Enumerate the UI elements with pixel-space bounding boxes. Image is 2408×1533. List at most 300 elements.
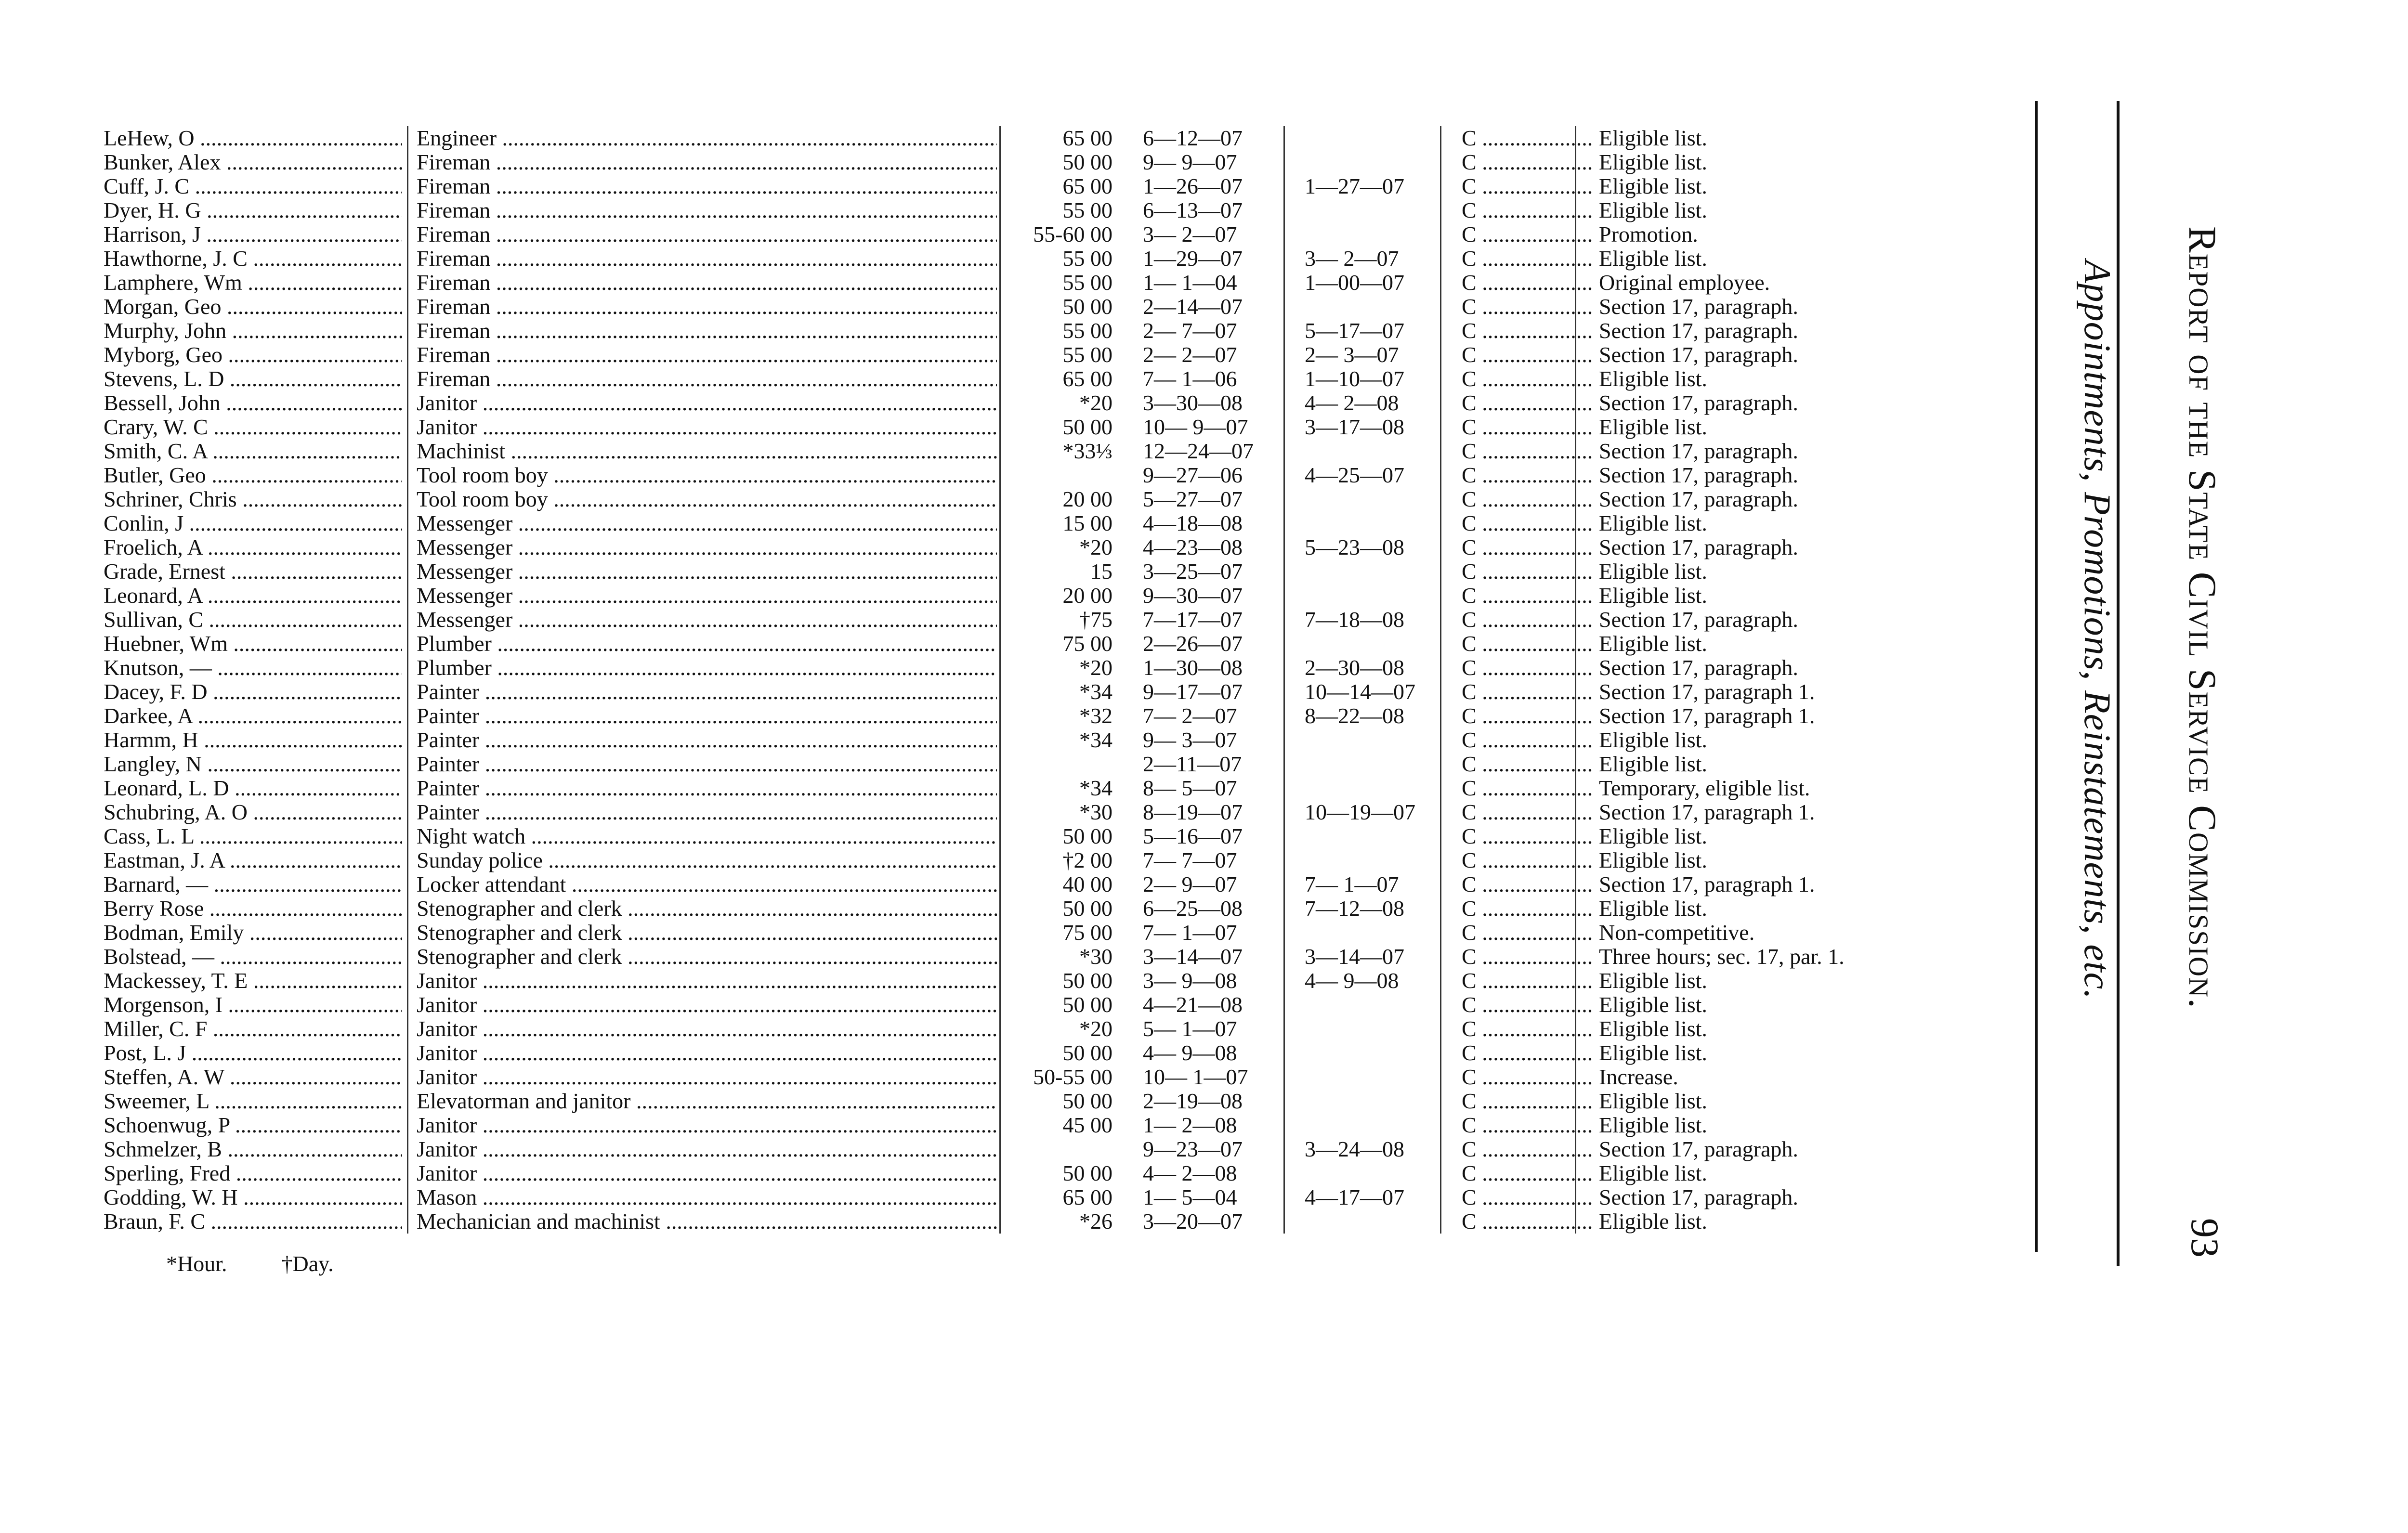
position-title: Janitor ..... xyxy=(417,1161,997,1185)
employee-name: Sweemer, L ..... xyxy=(104,1089,402,1113)
class-code: C ..... xyxy=(1462,921,1592,945)
secondary-date: 4— 2—08 xyxy=(1305,391,1399,415)
table-row xyxy=(104,896,1972,921)
secondary-date: 10—19—07 xyxy=(1305,800,1415,824)
employee-name: Crary, W. C ..... xyxy=(104,415,402,439)
table-row xyxy=(104,415,1972,439)
secondary-date xyxy=(1298,1089,1464,1113)
salary-value: 55 00 xyxy=(1062,319,1112,343)
salary-value: 50 00 xyxy=(1062,969,1112,993)
running-title: Report of the State Civil Service Commission. xyxy=(2181,226,2225,1009)
position-title: Fireman ..... xyxy=(417,222,997,247)
appointment-date: 10— 1—07 xyxy=(1143,1065,1248,1089)
remarks-text: Eligible list. xyxy=(1599,247,1707,271)
class-code: C ..... xyxy=(1462,969,1592,993)
secondary-date xyxy=(1298,1065,1464,1089)
secondary-date: 2— 3—07 xyxy=(1305,343,1399,367)
secondary-date: 1—27—07 xyxy=(1305,174,1404,198)
appointment-date: 2— 9—07 xyxy=(1143,872,1237,896)
table-row xyxy=(104,1113,1972,1137)
secondary-date: 4—25—07 xyxy=(1305,463,1404,487)
secondary-date xyxy=(1298,752,1464,776)
table-row xyxy=(104,1161,1972,1185)
remarks-text: Eligible list. xyxy=(1599,1209,1707,1234)
class-code: C ..... xyxy=(1462,896,1592,921)
secondary-date: 7—12—08 xyxy=(1305,896,1404,921)
employee-name: LeHew, O ..... xyxy=(104,126,402,150)
secondary-date xyxy=(1298,511,1464,535)
footnote-hour: *Hour. xyxy=(166,1251,227,1276)
employee-name: Bolstead, — ..... xyxy=(104,945,402,969)
secondary-date: 3—17—08 xyxy=(1305,415,1404,439)
table-row xyxy=(104,800,1972,824)
class-code: C ..... xyxy=(1462,343,1592,367)
class-code: C ..... xyxy=(1462,945,1592,969)
remarks-text: Section 17, paragraph. xyxy=(1599,608,1798,632)
employee-name: Leonard, L. D ..... xyxy=(104,776,402,800)
position-title: Messenger ..... xyxy=(417,559,997,584)
salary-value: 55 00 xyxy=(1062,271,1112,295)
position-title: Janitor ..... xyxy=(417,993,997,1017)
subtitle-rule xyxy=(2035,101,2038,1252)
position-title: Messenger ..... xyxy=(417,535,997,559)
remarks-text: Eligible list. xyxy=(1599,1041,1707,1065)
salary-value: *34 xyxy=(1079,728,1112,752)
appointment-date: 9—17—07 xyxy=(1143,680,1243,704)
position-title: Tool room boy ..... xyxy=(417,487,997,511)
remarks-text: Eligible list. xyxy=(1599,969,1707,993)
appointment-date: 1—30—08 xyxy=(1143,656,1243,680)
employee-name: Myborg, Geo ..... xyxy=(104,343,402,367)
salary-value: 50 00 xyxy=(1062,993,1112,1017)
appointment-date: 4— 9—08 xyxy=(1143,1041,1237,1065)
table-row xyxy=(104,559,1972,584)
class-code: C ..... xyxy=(1462,487,1592,511)
position-title: Stenographer and clerk ..... xyxy=(417,945,997,969)
appointments-table xyxy=(104,126,1972,1234)
appointment-date: 5— 1—07 xyxy=(1143,1017,1237,1041)
employee-name: Stevens, L. D ..... xyxy=(104,367,402,391)
remarks-text: Section 17, paragraph. xyxy=(1599,295,1798,319)
appointment-date: 4— 2—08 xyxy=(1143,1161,1237,1185)
position-title: Messenger ..... xyxy=(417,511,997,535)
class-code: C ..... xyxy=(1462,174,1592,198)
employee-name: Schriner, Chris ..... xyxy=(104,487,402,511)
remarks-text: Temporary, eligible list. xyxy=(1599,776,1810,800)
secondary-date xyxy=(1298,993,1464,1017)
secondary-date xyxy=(1298,848,1464,872)
position-title: Painter ..... xyxy=(417,800,997,824)
class-code: C ..... xyxy=(1462,584,1592,608)
salary-value: 50 00 xyxy=(1062,415,1112,439)
employee-name: Cass, L. L ..... xyxy=(104,824,402,848)
appointment-date: 3—25—07 xyxy=(1143,559,1243,584)
position-title: Janitor ..... xyxy=(417,1137,997,1161)
salary-value: †2 00 xyxy=(1062,848,1112,872)
table-row xyxy=(104,1041,1972,1065)
salary-value: 15 xyxy=(1090,559,1112,584)
position-title: Sunday police ..... xyxy=(417,848,997,872)
position-title: Stenographer and clerk ..... xyxy=(417,896,997,921)
class-code: C ..... xyxy=(1462,1185,1592,1209)
secondary-date xyxy=(1298,921,1464,945)
remarks-text: Eligible list. xyxy=(1599,848,1707,872)
remarks-text: Section 17, paragraph 1. xyxy=(1599,800,1815,824)
table-row xyxy=(104,1089,1972,1113)
class-code: C ..... xyxy=(1462,126,1592,150)
table-row xyxy=(104,319,1972,343)
position-title: Fireman ..... xyxy=(417,319,997,343)
remarks-text: Section 17, paragraph. xyxy=(1599,343,1798,367)
appointment-date: 6—25—08 xyxy=(1143,896,1243,921)
remarks-text: Section 17, paragraph 1. xyxy=(1599,872,1815,896)
employee-name: Grade, Ernest ..... xyxy=(104,559,402,584)
table-row xyxy=(104,295,1972,319)
table-row xyxy=(104,848,1972,872)
salary-value: 55 00 xyxy=(1062,343,1112,367)
appointment-date: 7— 2—07 xyxy=(1143,704,1237,728)
appointment-date: 7— 1—07 xyxy=(1143,921,1237,945)
employee-name: Morgenson, I ..... xyxy=(104,993,402,1017)
employee-name: Steffen, A. W ..... xyxy=(104,1065,402,1089)
secondary-date: 4—17—07 xyxy=(1305,1185,1404,1209)
salary-value xyxy=(1004,463,1112,487)
class-code: C ..... xyxy=(1462,439,1592,463)
salary-value: 15 00 xyxy=(1062,511,1112,535)
class-code: C ..... xyxy=(1462,608,1592,632)
employee-name: Hawthorne, J. C ..... xyxy=(104,247,402,271)
appointment-date: 4—18—08 xyxy=(1143,511,1243,535)
employee-name: Conlin, J ..... xyxy=(104,511,402,535)
position-title: Painter ..... xyxy=(417,776,997,800)
position-title: Locker attendant ..... xyxy=(417,872,997,896)
table-row xyxy=(104,656,1972,680)
secondary-date xyxy=(1298,1017,1464,1041)
class-code: C ..... xyxy=(1462,704,1592,728)
class-code: C ..... xyxy=(1462,1209,1592,1234)
position-title: Plumber ..... xyxy=(417,632,997,656)
page-number: 93 xyxy=(2183,1218,2227,1258)
salary-value xyxy=(1004,752,1112,776)
secondary-date: 2—30—08 xyxy=(1305,656,1404,680)
table-row xyxy=(104,584,1972,608)
position-title: Janitor ..... xyxy=(417,1041,997,1065)
salary-value: 45 00 xyxy=(1062,1113,1112,1137)
table-row xyxy=(104,1065,1972,1089)
secondary-date xyxy=(1298,728,1464,752)
employee-name: Langley, N ..... xyxy=(104,752,402,776)
class-code: C ..... xyxy=(1462,1065,1592,1089)
position-title: Fireman ..... xyxy=(417,174,997,198)
class-code: C ..... xyxy=(1462,776,1592,800)
employee-name: Harmm, H ..... xyxy=(104,728,402,752)
position-title: Messenger ..... xyxy=(417,608,997,632)
secondary-date: 5—23—08 xyxy=(1305,535,1404,559)
position-title: Painter ..... xyxy=(417,752,997,776)
table-row xyxy=(104,439,1972,463)
appointment-date: 6—13—07 xyxy=(1143,198,1243,222)
employee-name: Morgan, Geo ..... xyxy=(104,295,402,319)
secondary-date xyxy=(1298,1209,1464,1234)
remarks-text: Section 17, paragraph 1. xyxy=(1599,704,1815,728)
position-title: Fireman ..... xyxy=(417,367,997,391)
salary-value: *20 xyxy=(1079,535,1112,559)
salary-value: 20 00 xyxy=(1062,584,1112,608)
table-row xyxy=(104,198,1972,222)
secondary-date: 3—24—08 xyxy=(1305,1137,1404,1161)
table-row xyxy=(104,343,1972,367)
salary-value: 50-55 00 xyxy=(1033,1065,1112,1089)
salary-value: †75 xyxy=(1079,608,1112,632)
position-title: Engineer ..... xyxy=(417,126,997,150)
salary-value: *30 xyxy=(1079,945,1112,969)
secondary-date xyxy=(1298,584,1464,608)
table-row xyxy=(104,247,1972,271)
table-row xyxy=(104,680,1972,704)
salary-value: 50 00 xyxy=(1062,1041,1112,1065)
employee-name: Darkee, A ..... xyxy=(104,704,402,728)
remarks-text: Promotion. xyxy=(1599,222,1698,247)
remarks-text: Eligible list. xyxy=(1599,584,1707,608)
position-title: Janitor ..... xyxy=(417,1017,997,1041)
table-row xyxy=(104,367,1972,391)
remarks-text: Eligible list. xyxy=(1599,150,1707,174)
salary-value: 50 00 xyxy=(1062,824,1112,848)
class-code: C ..... xyxy=(1462,848,1592,872)
employee-name: Braun, F. C ..... xyxy=(104,1209,402,1234)
table-row xyxy=(104,1185,1972,1209)
class-code: C ..... xyxy=(1462,391,1592,415)
remarks-text: Section 17, paragraph. xyxy=(1599,391,1798,415)
table-row xyxy=(104,150,1972,174)
class-code: C ..... xyxy=(1462,824,1592,848)
salary-value: 50 00 xyxy=(1062,150,1112,174)
salary-value: *33⅓ xyxy=(1062,439,1112,463)
secondary-date xyxy=(1298,150,1464,174)
secondary-date xyxy=(1298,295,1464,319)
salary-value: *20 xyxy=(1079,1017,1112,1041)
position-title: Janitor ..... xyxy=(417,1113,997,1137)
class-code: C ..... xyxy=(1462,559,1592,584)
class-code: C ..... xyxy=(1462,150,1592,174)
position-title: Fireman ..... xyxy=(417,271,997,295)
salary-value: 50 00 xyxy=(1062,1161,1112,1185)
appointment-date: 4—23—08 xyxy=(1143,535,1243,559)
class-code: C ..... xyxy=(1462,319,1592,343)
remarks-text: Section 17, paragraph. xyxy=(1599,656,1798,680)
class-code: C ..... xyxy=(1462,271,1592,295)
class-code: C ..... xyxy=(1462,680,1592,704)
salary-value: *30 xyxy=(1079,800,1112,824)
position-title: Fireman ..... xyxy=(417,295,997,319)
position-title: Janitor ..... xyxy=(417,1065,997,1089)
table-row xyxy=(104,824,1972,848)
table-row xyxy=(104,776,1972,800)
appointment-date: 5—16—07 xyxy=(1143,824,1243,848)
class-code: C ..... xyxy=(1462,367,1592,391)
table-row xyxy=(104,752,1972,776)
class-code: C ..... xyxy=(1462,993,1592,1017)
remarks-text: Section 17, paragraph. xyxy=(1599,1137,1798,1161)
secondary-date: 7—18—08 xyxy=(1305,608,1404,632)
remarks-text: Eligible list. xyxy=(1599,728,1707,752)
employee-name: Miller, C. F ..... xyxy=(104,1017,402,1041)
table-row xyxy=(104,632,1972,656)
appointment-date: 9— 3—07 xyxy=(1143,728,1237,752)
secondary-date xyxy=(1298,1041,1464,1065)
position-title: Painter ..... xyxy=(417,704,997,728)
employee-name: Bodman, Emily ..... xyxy=(104,921,402,945)
table-row xyxy=(104,872,1972,896)
table-row xyxy=(104,1017,1972,1041)
appointment-date: 2—26—07 xyxy=(1143,632,1243,656)
employee-name: Dacey, F. D ..... xyxy=(104,680,402,704)
appointment-date: 7— 7—07 xyxy=(1143,848,1237,872)
remarks-text: Eligible list. xyxy=(1599,993,1707,1017)
appointment-date: 7— 1—06 xyxy=(1143,367,1237,391)
salary-value: 75 00 xyxy=(1062,921,1112,945)
employee-name: Cuff, J. C ..... xyxy=(104,174,402,198)
position-title: Messenger ..... xyxy=(417,584,997,608)
position-title: Janitor ..... xyxy=(417,969,997,993)
secondary-date xyxy=(1298,824,1464,848)
remarks-text: Section 17, paragraph 1. xyxy=(1599,680,1815,704)
position-title: Elevatorman and janitor ..... xyxy=(417,1089,997,1113)
appointment-date: 3— 2—07 xyxy=(1143,222,1237,247)
salary-value: *20 xyxy=(1079,391,1112,415)
secondary-date: 7— 1—07 xyxy=(1305,872,1399,896)
employee-name: Huebner, Wm ..... xyxy=(104,632,402,656)
position-title: Mechanician and machinist ..... xyxy=(417,1209,997,1234)
appointment-date: 12—24—07 xyxy=(1143,439,1254,463)
class-code: C ..... xyxy=(1462,247,1592,271)
employee-name: Dyer, H. G ..... xyxy=(104,198,402,222)
appointment-date: 3— 9—08 xyxy=(1143,969,1237,993)
title-rule xyxy=(2117,101,2120,1266)
class-code: C ..... xyxy=(1462,800,1592,824)
salary-value: 65 00 xyxy=(1062,126,1112,150)
secondary-date: 1—00—07 xyxy=(1305,271,1404,295)
position-title: Plumber ..... xyxy=(417,656,997,680)
secondary-date: 1—10—07 xyxy=(1305,367,1404,391)
salary-value: 65 00 xyxy=(1062,367,1112,391)
position-title: Mason ..... xyxy=(417,1185,997,1209)
position-title: Fireman ..... xyxy=(417,343,997,367)
appointment-date: 2—11—07 xyxy=(1143,752,1242,776)
table-row xyxy=(104,271,1972,295)
secondary-date xyxy=(1298,487,1464,511)
remarks-text: Eligible list. xyxy=(1599,896,1707,921)
table-row xyxy=(104,993,1972,1017)
position-title: Night watch ..... xyxy=(417,824,997,848)
salary-value: *34 xyxy=(1079,776,1112,800)
employee-name: Berry Rose ..... xyxy=(104,896,402,921)
table-row xyxy=(104,969,1972,993)
class-code: C ..... xyxy=(1462,463,1592,487)
employee-name: Schmelzer, B ..... xyxy=(104,1137,402,1161)
appointment-date: 7—17—07 xyxy=(1143,608,1243,632)
secondary-date xyxy=(1298,439,1464,463)
secondary-date xyxy=(1298,1161,1464,1185)
appointment-date: 4—21—08 xyxy=(1143,993,1243,1017)
appointment-date: 8—19—07 xyxy=(1143,800,1243,824)
remarks-text: Eligible list. xyxy=(1599,632,1707,656)
class-code: C ..... xyxy=(1462,1161,1592,1185)
appointment-date: 3—20—07 xyxy=(1143,1209,1243,1234)
remarks-text: Section 17, paragraph. xyxy=(1599,439,1798,463)
remarks-text: Original employee. xyxy=(1599,271,1770,295)
class-code: C ..... xyxy=(1462,535,1592,559)
remarks-text: Section 17, paragraph. xyxy=(1599,463,1798,487)
table-row xyxy=(104,945,1972,969)
footnote xyxy=(166,1252,334,1276)
salary-value: 65 00 xyxy=(1062,174,1112,198)
salary-value: 55 00 xyxy=(1062,198,1112,222)
position-title: Tool room boy ..... xyxy=(417,463,997,487)
table-row xyxy=(104,608,1972,632)
appointment-date: 9— 9—07 xyxy=(1143,150,1237,174)
position-title: Fireman ..... xyxy=(417,150,997,174)
class-code: C ..... xyxy=(1462,632,1592,656)
secondary-date: 10—14—07 xyxy=(1305,680,1415,704)
salary-value: *32 xyxy=(1079,704,1112,728)
class-code: C ..... xyxy=(1462,511,1592,535)
appointment-date: 2— 2—07 xyxy=(1143,343,1237,367)
table-row xyxy=(104,921,1972,945)
appointment-date: 10— 9—07 xyxy=(1143,415,1248,439)
salary-value: *34 xyxy=(1079,680,1112,704)
employee-name: Schoenwug, P ..... xyxy=(104,1113,402,1137)
employee-name: Smith, C. A ..... xyxy=(104,439,402,463)
table-row xyxy=(104,535,1972,559)
secondary-date: 5—17—07 xyxy=(1305,319,1404,343)
secondary-date: 8—22—08 xyxy=(1305,704,1404,728)
secondary-date xyxy=(1298,776,1464,800)
secondary-date xyxy=(1298,559,1464,584)
position-title: Fireman ..... xyxy=(417,247,997,271)
remarks-text: Eligible list. xyxy=(1599,511,1707,535)
employee-name: Froelich, A ..... xyxy=(104,535,402,559)
employee-name: Bessell, John ..... xyxy=(104,391,402,415)
secondary-date xyxy=(1298,632,1464,656)
appointment-date: 1— 1—04 xyxy=(1143,271,1237,295)
remarks-text: Section 17, paragraph. xyxy=(1599,1185,1798,1209)
table-row xyxy=(104,174,1972,198)
class-code: C ..... xyxy=(1462,1017,1592,1041)
employee-name: Sullivan, C ..... xyxy=(104,608,402,632)
appointment-date: 8— 5—07 xyxy=(1143,776,1237,800)
table-row xyxy=(104,391,1972,415)
appointment-date: 5—27—07 xyxy=(1143,487,1243,511)
appointment-date: 1— 5—04 xyxy=(1143,1185,1237,1209)
employee-name: Eastman, J. A ..... xyxy=(104,848,402,872)
appointment-date: 1—29—07 xyxy=(1143,247,1243,271)
table-row xyxy=(104,728,1972,752)
secondary-date: 3—14—07 xyxy=(1305,945,1404,969)
remarks-text: Section 17, paragraph. xyxy=(1599,319,1798,343)
remarks-text: Eligible list. xyxy=(1599,1161,1707,1185)
appointment-date: 2—19—08 xyxy=(1143,1089,1243,1113)
salary-value xyxy=(1004,1137,1112,1161)
remarks-text: Eligible list. xyxy=(1599,752,1707,776)
appointment-date: 9—27—06 xyxy=(1143,463,1243,487)
employee-name: Mackessey, T. E ..... xyxy=(104,969,402,993)
remarks-text: Three hours; sec. 17, par. 1. xyxy=(1599,945,1845,969)
position-title: Machinist ..... xyxy=(417,439,997,463)
remarks-text: Eligible list. xyxy=(1599,174,1707,198)
employee-name: Harrison, J ..... xyxy=(104,222,402,247)
employee-name: Godding, W. H ..... xyxy=(104,1185,402,1209)
